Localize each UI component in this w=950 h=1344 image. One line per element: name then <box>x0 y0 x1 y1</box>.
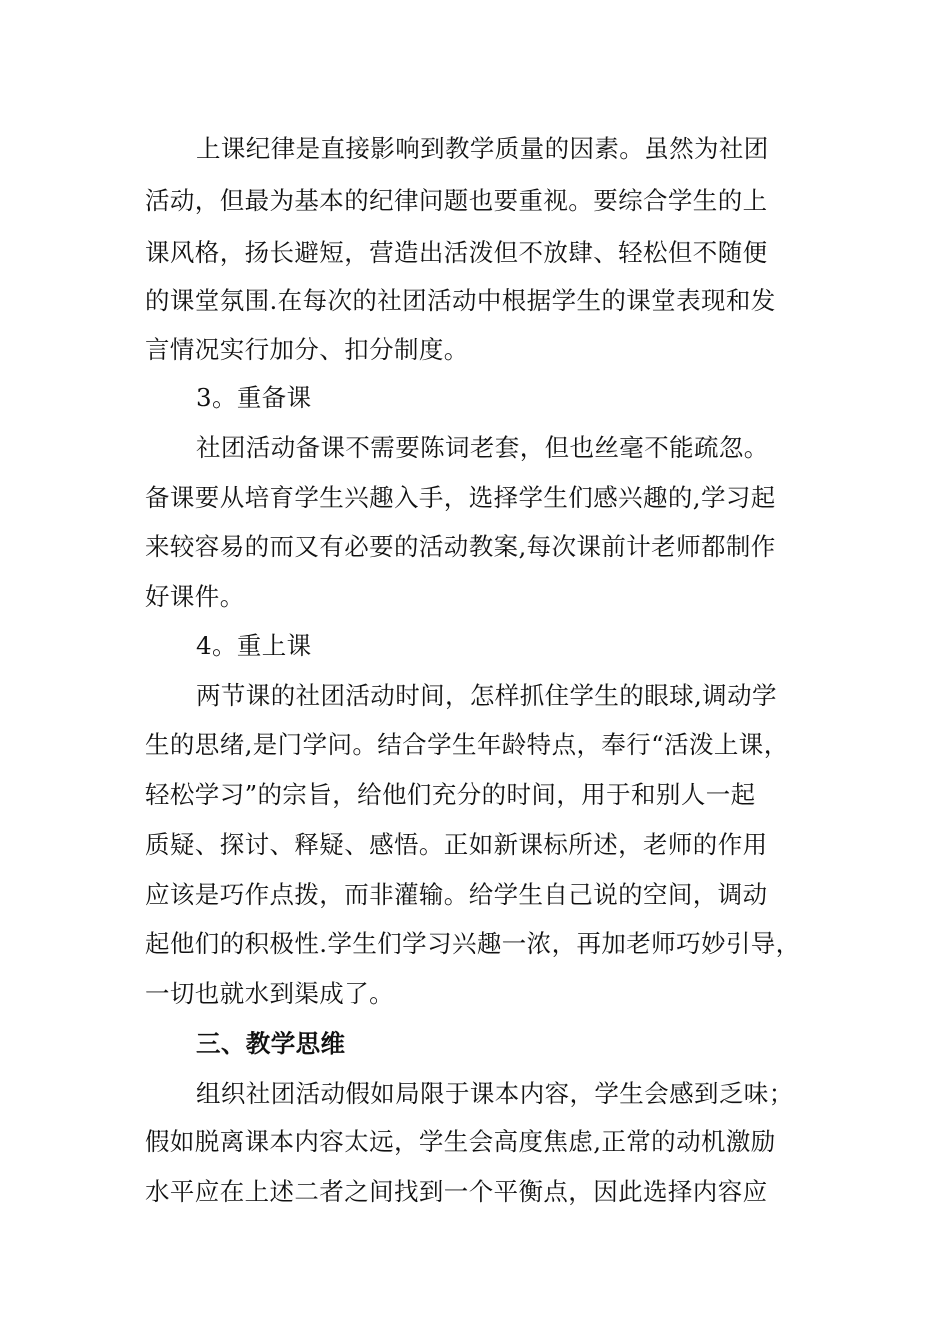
section-heading: 3。重备课 <box>196 383 312 412</box>
paragraph-line: 两节课的社团活动时间，怎样抓住学生的眼球,调动学 <box>196 681 777 710</box>
paragraph-line: 水平应在上述二者之间找到一个平衡点，因此选择内容应 <box>145 1177 768 1206</box>
paragraph-line: 的课堂氛围.在每次的社团活动中根据学生的课堂表现和发 <box>145 286 776 315</box>
paragraph-line: 组织社团活动假如局限于课本内容，学生会感到乏味； <box>196 1079 794 1108</box>
paragraph-line: 来较容易的而又有必要的活动教案,每次课前计老师都制作 <box>145 532 776 561</box>
paragraph-line: 言情况实行加分、扣分制度。 <box>145 335 469 364</box>
chapter-heading: 三、教学思维 <box>196 1029 346 1058</box>
section-heading: 4。重上课 <box>196 631 312 660</box>
paragraph-line: 一切也就水到渠成了。 <box>145 979 394 1008</box>
paragraph-line: 活动，但最为基本的纪律问题也要重视。要综合学生的上 <box>145 186 768 215</box>
paragraph-line: 假如脱离课本内容太远，学生会高度焦虑,正常的动机激励 <box>145 1127 776 1156</box>
paragraph-line: 课风格，扬长避短，营造出活泼但不放肆、轻松但不随便 <box>145 238 768 267</box>
paragraph-line: 生的思绪,是门学问。结合学生年龄特点，奉行“活泼上课， <box>145 730 789 759</box>
paragraph-line: 质疑、探讨、释疑、感悟。正如新课标所述，老师的作用 <box>145 830 768 859</box>
paragraph-line: 好课件。 <box>145 582 245 611</box>
paragraph-line: 上课纪律是直接影响到教学质量的因素。虽然为社团 <box>196 134 769 163</box>
paragraph-line: 轻松学习”的宗旨，给他们充分的时间，用于和别人一起 <box>145 780 756 809</box>
paragraph-line: 起他们的积极性.学生们学习兴趣一浓，再加老师巧妙引导， <box>145 929 801 958</box>
paragraph-line: 社团活动备课不需要陈词老套，但也丝毫不能疏忽。 <box>196 433 769 462</box>
paragraph-line: 备课要从培育学生兴趣入手，选择学生们感兴趣的,学习起 <box>145 483 776 512</box>
paragraph-line: 应该是巧作点拨，而非灌输。给学生自己说的空间，调动 <box>145 880 768 909</box>
